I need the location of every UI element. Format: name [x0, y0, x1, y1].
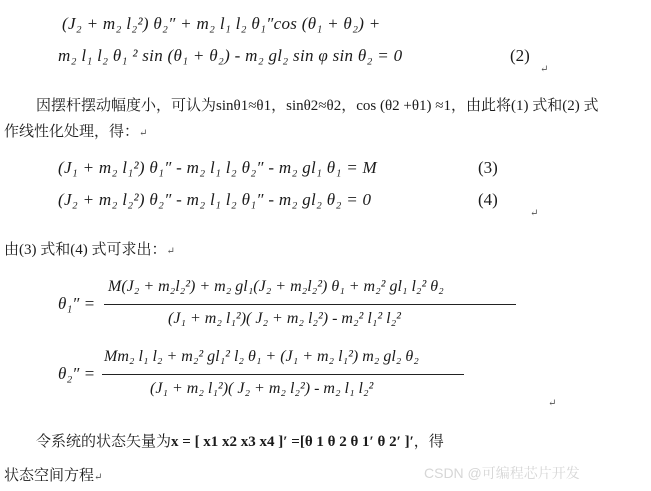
paragraph-mark: ↵ — [548, 398, 557, 409]
paragraph-linearization-line-2 — [4, 120, 147, 141]
paragraph-solve-text: 由(3) 式和(4) 式可求出： — [4, 242, 167, 258]
paragraph-solve — [4, 238, 175, 259]
fraction-1-bar — [104, 304, 516, 305]
equation-2-line-2: m₂ l₁ l₂ θ₁ ² sin (θ₁ + θ₂) - m₂ gl₂ sin φ sin θ₂ = 0 — [58, 46, 403, 65]
paragraph-mark: ↵ — [530, 208, 539, 219]
paragraph-mark: ↵ — [139, 128, 148, 139]
paragraph-mark: ↵ — [540, 64, 549, 75]
paragraph-mark: ↵ — [166, 246, 175, 257]
fraction-2-bar — [102, 374, 464, 375]
paragraph-linearization-text: 作线性化处理，得： — [4, 124, 140, 140]
fraction-2-numerator: Mm₂ l₁ l₂ + m₂² gl₁² l₂ θ₁ + (J₁ + m₂ l₁²) m₂ gl₂ θ₂ — [104, 348, 419, 365]
paragraph-state-vector-prefix: 令系统的状态矢量为 — [36, 434, 172, 450]
fraction-2-lhs: θ₂″ = — [58, 364, 96, 383]
paragraph-mark: ↵ — [94, 472, 103, 483]
state-vector-definition: x = [ x1 x2 x3 x4 ]′ =[θ 1 θ 2 θ 1′ θ 2′ ]′ — [171, 434, 414, 450]
csdn-watermark: CSDN @可编程芯片开发 — [424, 465, 580, 481]
equation-4: (J₂ + m₂ l₂²) θ₂″ - m₂ l₁ l₂ θ₁″ - m₂ gl₂ θ₂ = 0 — [58, 190, 372, 209]
equation-3: (J₁ + m₂ l₁²) θ₁″ - m₂ l₁ l₂ θ₂″ - m₂ gl₁ θ₁ = M — [58, 158, 377, 177]
paragraph-state-space-text: 状态空间方程 — [4, 468, 95, 484]
fraction-2-denominator: (J₁ + m₂ l₁²)( J₂ + m₂ l₂²) - m₂ l₁ l₂² — [150, 380, 374, 397]
equation-3-number: (3) — [478, 158, 498, 177]
paragraph-state-space — [4, 464, 102, 485]
fraction-2-denominator-wrap — [150, 380, 373, 398]
equation-4-number: (4) — [478, 190, 498, 209]
paragraph-linearization-line-1: 因摆杆摆动幅度小，可认为sinθ1≈θ1，sinθ2≈θ2，cos (θ2 +θ1) ≈1，由此将(1) 式和(2) 式 — [36, 98, 599, 114]
fraction-2 — [104, 348, 419, 366]
fraction-1 — [108, 278, 444, 296]
paragraph-state-vector — [36, 430, 444, 451]
fraction-1-numerator: M(J₂ + m₂l₂²) + m₂ gl₁(J₂ + m₂l₂²) θ₁ + m₂² gl₁ l₂² θ₂ — [108, 278, 444, 295]
equation-2-line-1: (J₂ + m₂ l₂²) θ₂″ + m₂ l₁ l₂ θ₁″cos (θ₁ + θ₂) + — [62, 14, 381, 33]
fraction-1-lhs: θ₁″ = — [58, 294, 96, 313]
fraction-1-denominator-wrap — [168, 310, 401, 328]
fraction-1-denominator: (J₁ + m₂ l₁²)( J₂ + m₂ l₂²) - m₂² l₁² l₂² — [168, 310, 401, 327]
paragraph-state-vector-suffix: ，得 — [413, 434, 444, 450]
equation-2-number: (2) — [510, 46, 530, 65]
